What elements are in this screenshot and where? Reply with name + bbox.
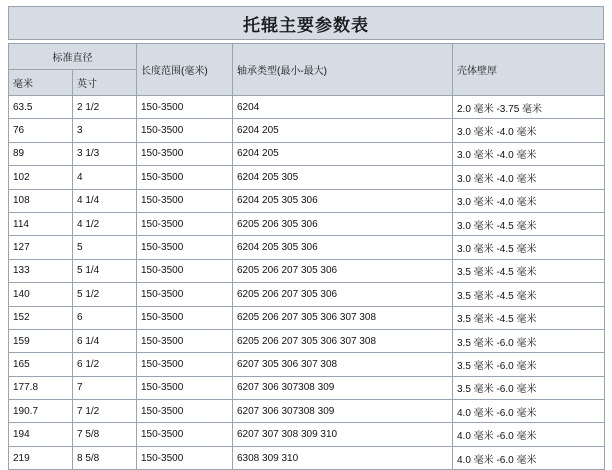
cell-length-range: 150-3500 — [137, 119, 233, 142]
cell-wall-thickness: 4.0 毫米 -6.0 毫米 — [453, 423, 605, 446]
cell-diameter-mm: 127 — [9, 236, 73, 259]
cell-bearing-type: 6204 205 305 — [233, 166, 453, 189]
cell-wall-thickness: 3.0 毫米 -4.0 毫米 — [453, 189, 605, 212]
cell-bearing-type: 6205 206 207 305 306 307 308 — [233, 329, 453, 352]
cell-bearing-type: 6205 206 305 306 — [233, 212, 453, 235]
cell-bearing-type: 6204 205 305 306 — [233, 189, 453, 212]
cell-diameter-mm: 89 — [9, 142, 73, 165]
cell-wall-thickness: 3.5 毫米 -6.0 毫米 — [453, 353, 605, 376]
cell-bearing-type: 6204 — [233, 96, 453, 119]
cell-wall-thickness: 4.0 毫米 -6.0 毫米 — [453, 446, 605, 469]
cell-wall-thickness: 3.0 毫米 -4.5 毫米 — [453, 212, 605, 235]
cell-wall-thickness: 3.5 毫米 -4.5 毫米 — [453, 283, 605, 306]
cell-length-range: 150-3500 — [137, 423, 233, 446]
cell-bearing-type: 6207 306 307308 309 — [233, 400, 453, 423]
cell-diameter-inch: 6 1/2 — [73, 353, 137, 376]
cell-diameter-inch: 2 1/2 — [73, 96, 137, 119]
cell-bearing-type: 6207 307 308 309 310 — [233, 423, 453, 446]
cell-length-range: 150-3500 — [137, 329, 233, 352]
cell-diameter-inch: 8 5/8 — [73, 446, 137, 469]
cell-bearing-type: 6308 309 310 — [233, 446, 453, 469]
cell-bearing-type: 6207 306 307308 309 — [233, 376, 453, 399]
cell-length-range: 150-3500 — [137, 166, 233, 189]
cell-bearing-type: 6207 305 306 307 308 — [233, 353, 453, 376]
cell-bearing-type: 6204 205 — [233, 119, 453, 142]
cell-diameter-inch: 3 — [73, 119, 137, 142]
table-row — [9, 96, 605, 119]
cell-diameter-inch: 5 1/2 — [73, 283, 137, 306]
table-row — [9, 119, 605, 142]
table-header — [9, 44, 605, 96]
cell-length-range: 150-3500 — [137, 236, 233, 259]
cell-length-range: 150-3500 — [137, 259, 233, 282]
cell-wall-thickness: 3.0 毫米 -4.5 毫米 — [453, 236, 605, 259]
table-row — [9, 446, 605, 469]
cell-length-range: 150-3500 — [137, 212, 233, 235]
cell-diameter-inch: 4 1/4 — [73, 189, 137, 212]
cell-diameter-inch: 7 5/8 — [73, 423, 137, 446]
cell-wall-thickness: 3.5 毫米 -4.5 毫米 — [453, 306, 605, 329]
header-wall-thickness: 壳体壁厚 — [453, 44, 605, 96]
page-title: 托辊主要参数表 — [243, 15, 369, 35]
cell-diameter-mm: 133 — [9, 259, 73, 282]
table-row — [9, 259, 605, 282]
table-row — [9, 400, 605, 423]
cell-length-range: 150-3500 — [137, 142, 233, 165]
cell-wall-thickness: 3.0 毫米 -4.0 毫米 — [453, 166, 605, 189]
table-row — [9, 283, 605, 306]
cell-diameter-mm: 63.5 — [9, 96, 73, 119]
cell-diameter-inch: 4 1/2 — [73, 212, 137, 235]
cell-diameter-inch: 5 1/4 — [73, 259, 137, 282]
table-body — [9, 96, 605, 470]
cell-length-range: 150-3500 — [137, 96, 233, 119]
table-row — [9, 423, 605, 446]
table-row — [9, 166, 605, 189]
cell-wall-thickness: 4.0 毫米 -6.0 毫米 — [453, 400, 605, 423]
table-row — [9, 376, 605, 399]
cell-diameter-inch: 5 — [73, 236, 137, 259]
cell-length-range: 150-3500 — [137, 306, 233, 329]
cell-diameter-inch: 6 1/4 — [73, 329, 137, 352]
cell-bearing-type: 6204 205 305 306 — [233, 236, 453, 259]
table-row — [9, 306, 605, 329]
cell-wall-thickness: 3.5 毫米 -6.0 毫米 — [453, 329, 605, 352]
header-diameter-mm: 毫米 — [9, 70, 73, 96]
table-row — [9, 142, 605, 165]
cell-length-range: 150-3500 — [137, 400, 233, 423]
cell-diameter-inch: 7 — [73, 376, 137, 399]
table-row — [9, 236, 605, 259]
cell-diameter-inch: 6 — [73, 306, 137, 329]
cell-wall-thickness: 2.0 毫米 -3.75 毫米 — [453, 96, 605, 119]
cell-length-range: 150-3500 — [137, 189, 233, 212]
cell-diameter-mm: 190.7 — [9, 400, 73, 423]
document-title-bar — [8, 6, 604, 40]
cell-diameter-mm: 76 — [9, 119, 73, 142]
cell-wall-thickness: 3.5 毫米 -6.0 毫米 — [453, 376, 605, 399]
cell-bearing-type: 6204 205 — [233, 142, 453, 165]
cell-length-range: 150-3500 — [137, 376, 233, 399]
cell-diameter-mm: 165 — [9, 353, 73, 376]
cell-bearing-type: 6205 206 207 305 306 — [233, 283, 453, 306]
table-row — [9, 353, 605, 376]
header-diameter-group: 标准直径 — [9, 44, 137, 70]
cell-wall-thickness: 3.0 毫米 -4.0 毫米 — [453, 119, 605, 142]
header-bearing-type: 轴承类型(最小-最大) — [233, 44, 453, 96]
cell-diameter-inch: 7 1/2 — [73, 400, 137, 423]
table-row — [9, 212, 605, 235]
cell-length-range: 150-3500 — [137, 446, 233, 469]
cell-diameter-mm: 177.8 — [9, 376, 73, 399]
cell-wall-thickness: 3.0 毫米 -4.0 毫米 — [453, 142, 605, 165]
cell-diameter-mm: 219 — [9, 446, 73, 469]
cell-diameter-inch: 4 — [73, 166, 137, 189]
cell-length-range: 150-3500 — [137, 353, 233, 376]
cell-length-range: 150-3500 — [137, 283, 233, 306]
cell-diameter-mm: 114 — [9, 212, 73, 235]
cell-wall-thickness: 3.5 毫米 -4.5 毫米 — [453, 259, 605, 282]
cell-diameter-mm: 102 — [9, 166, 73, 189]
table-header-row-1 — [9, 44, 605, 70]
parameters-table — [8, 43, 605, 470]
cell-diameter-mm: 140 — [9, 283, 73, 306]
cell-diameter-mm: 152 — [9, 306, 73, 329]
cell-bearing-type: 6205 206 207 305 306 307 308 — [233, 306, 453, 329]
cell-diameter-mm: 108 — [9, 189, 73, 212]
cell-diameter-mm: 194 — [9, 423, 73, 446]
cell-diameter-mm: 159 — [9, 329, 73, 352]
cell-diameter-inch: 3 1/3 — [73, 142, 137, 165]
table-row — [9, 329, 605, 352]
header-diameter-inch: 英寸 — [73, 70, 137, 96]
header-length-range: 长度范围(毫米) — [137, 44, 233, 96]
table-row — [9, 189, 605, 212]
cell-bearing-type: 6205 206 207 305 306 — [233, 259, 453, 282]
